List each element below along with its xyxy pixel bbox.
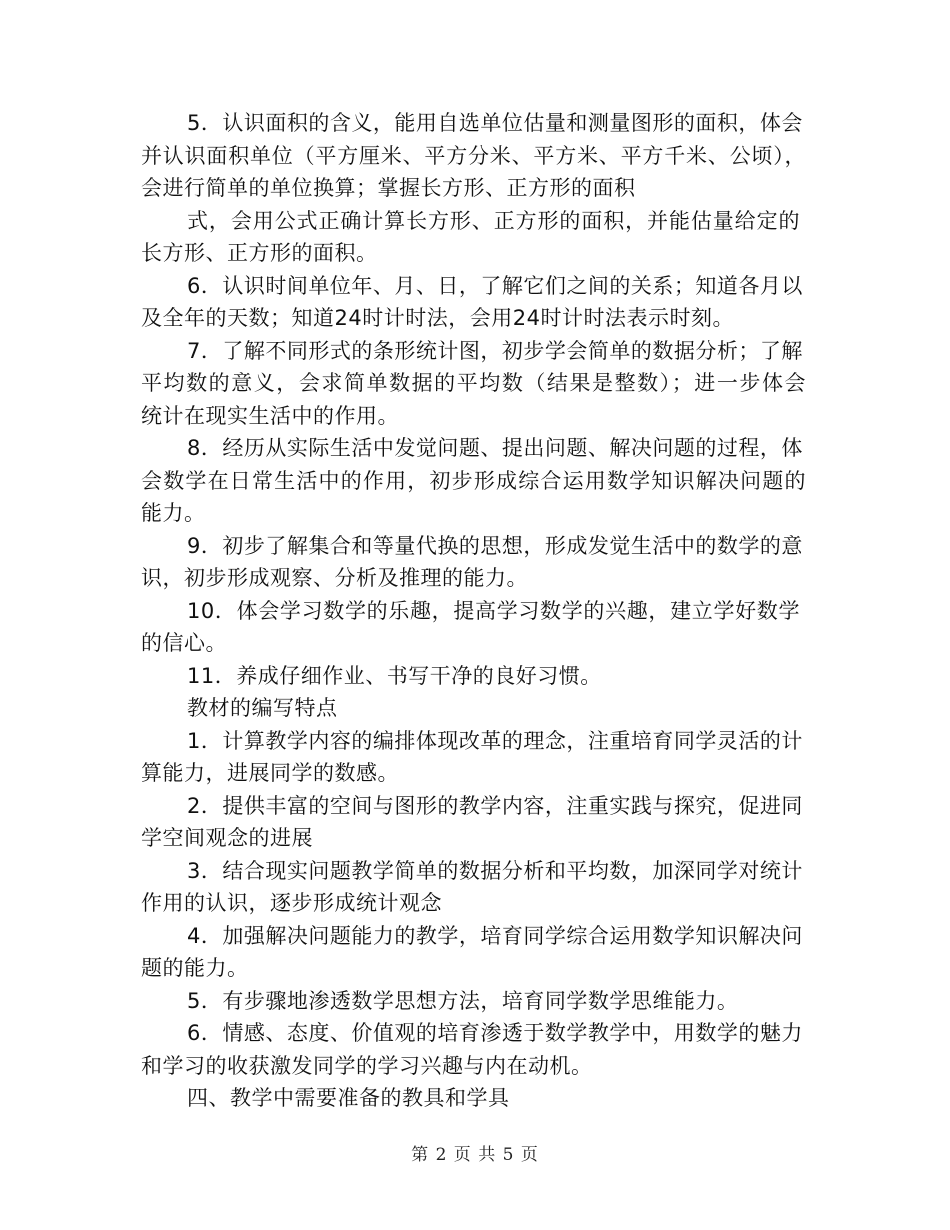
text-line: 式，会用公式正确计算长方形、正方形的面积，并能估量给定的 bbox=[187, 209, 800, 233]
text-line: 和学习的收获激发同学的学习兴趣与内在动机。 bbox=[141, 1054, 593, 1078]
text-line: 统计在现实生活中的作用。 bbox=[141, 404, 399, 428]
text-line: 及全年的天数；知道24时计时法，会用24时计时法表示时刻。 bbox=[141, 306, 734, 330]
text-line: 5．有步骤地渗透数学思想方法，培育同学数学思维能力。 bbox=[187, 989, 739, 1013]
text-line: 11．养成仔细作业、书写干净的良好习惯。 bbox=[187, 664, 602, 688]
section-heading: 教材的编写特点 bbox=[187, 696, 338, 720]
text-line: 1．计算教学内容的编排体现改革的理念，注重培育同学灵活的计 bbox=[187, 729, 803, 753]
text-line: 5．认识面积的含义，能用自选单位估量和测量图形的面积，体会 bbox=[187, 111, 803, 135]
page-number-footer: 第 2 页 共 5 页 bbox=[411, 1145, 539, 1165]
section-heading: 四、教学中需要准备的教具和学具 bbox=[187, 1086, 510, 1110]
text-line: 题的能力。 bbox=[141, 956, 249, 980]
text-line: 3．结合现实问题教学简单的数据分析和平均数，加深同学对统计 bbox=[187, 859, 803, 883]
text-line: 会数学在日常生活中的作用，初步形成综合运用数学知识解决问题的 bbox=[141, 469, 806, 493]
text-line: 作用的认识，逐步形成统计观念 bbox=[141, 891, 442, 915]
text-line: 识，初步形成观察、分析及推理的能力。 bbox=[141, 566, 528, 590]
text-line: 6．情感、态度、价值观的培育渗透于数学教学中，用数学的魅力 bbox=[187, 1021, 803, 1045]
text-line: 9．初步了解集合和等量代换的思想，形成发觉生活中的数学的意 bbox=[187, 534, 803, 558]
text-line: 7．了解不同形式的条形统计图，初步学会简单的数据分析；了解 bbox=[187, 339, 803, 363]
text-line: 的信心。 bbox=[141, 631, 227, 655]
text-line: 算能力，进展同学的数感。 bbox=[141, 761, 399, 785]
text-line: 会进行简单的单位换算；掌握长方形、正方形的面积 bbox=[141, 176, 636, 200]
text-line: 学空间观念的进展 bbox=[141, 826, 313, 850]
text-line: 2．提供丰富的空间与图形的教学内容，注重实践与探究，促进同 bbox=[187, 794, 803, 818]
text-line: 8．经历从实际生活中发觉问题、提出问题、解决问题的过程，体 bbox=[187, 436, 803, 460]
text-line: 4．加强解决问题能力的教学，培育同学综合运用数学知识解决问 bbox=[187, 924, 803, 948]
text-line: 平均数的意义，会求简单数据的平均数（结果是整数）；进一步体会 bbox=[141, 371, 806, 395]
text-line: 6．认识时间单位年、月、日，了解它们之间的关系；知道各月以 bbox=[187, 274, 803, 298]
text-line: 10．体会学习数学的乐趣，提高学习数学的兴趣，建立学好数学 bbox=[187, 599, 800, 623]
text-line: 并认识面积单位（平方厘米、平方分米、平方米、平方千米、公顷）， bbox=[141, 144, 806, 168]
text-line: 能力。 bbox=[141, 501, 206, 525]
text-line: 长方形、正方形的面积。 bbox=[141, 241, 378, 265]
